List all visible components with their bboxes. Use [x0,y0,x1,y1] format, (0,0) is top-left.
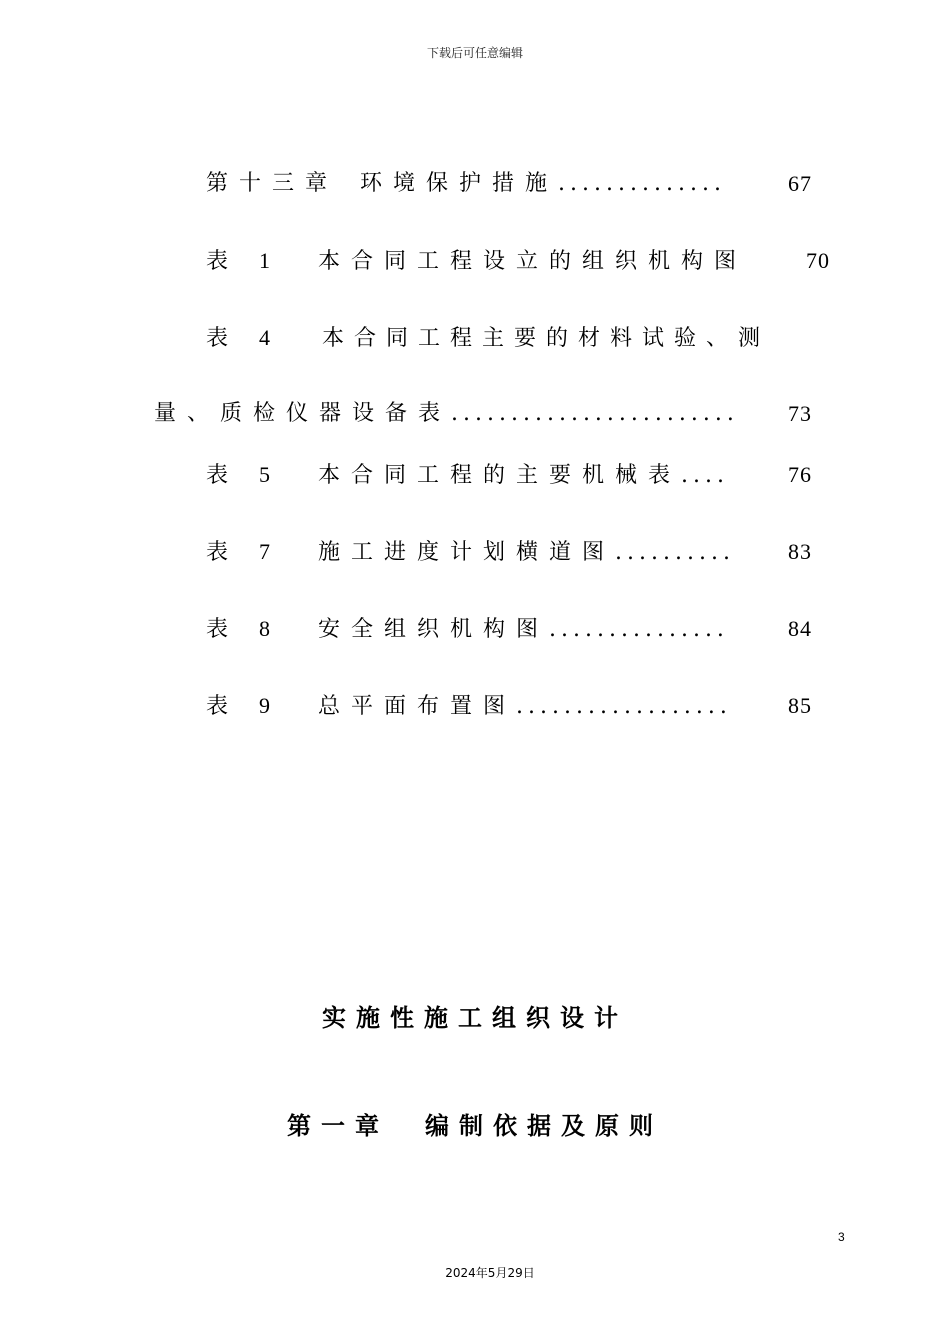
toc-entry-table-4[interactable] [206,324,770,353]
toc-entry-table-7[interactable] [206,538,735,567]
toc-label: 表 [206,694,240,719]
toc-number: 8 [259,616,273,641]
toc-label: 表 [206,463,240,488]
footer-date: 2024年5月29日 [445,1266,535,1280]
toc-leader-dots: .............. [558,171,726,196]
toc-label: 表 [206,249,240,274]
toc-title: 环境保护措施 [360,171,559,196]
toc-leader-dots: .......... [615,540,735,565]
toc-page-number: 67 [788,171,812,196]
toc-label: 第十三章 [206,171,339,196]
page-number: 3 [838,1230,845,1244]
toc-number: 5 [259,462,273,487]
toc-leader-dots: .... [681,463,730,488]
toc-entry-table-4-continuation[interactable] [154,400,739,428]
toc-entry-chapter-13[interactable] [206,170,726,198]
toc-leader-dots: ........................ [451,401,739,426]
toc-title: 安全组织机构图 [318,617,550,642]
toc-title: 本合同工程主要的材料试验、测 [322,326,771,351]
toc-number: 9 [259,693,273,718]
toc-page-number: 85 [788,693,812,718]
chapter-heading [0,1106,950,1141]
toc-page-number: 84 [788,616,812,641]
toc-number: 1 [259,248,273,273]
toc-label: 表 [206,540,240,565]
toc-leader-dots: ............... [549,617,729,642]
toc-label: 表 [206,326,240,351]
toc-title: 本合同工程的主要机械表 [318,463,682,488]
toc-page-number: 76 [788,462,812,487]
toc-page-number: 83 [788,539,812,564]
document-title: 实施性施工组织设计 [322,1004,628,1032]
toc-page-number: 73 [788,401,812,426]
toc-entry-table-5[interactable] [206,461,729,490]
toc-number: 7 [259,539,273,564]
toc-entry-table-9[interactable] [206,692,732,721]
toc-title: 量、质检仪器设备表 [154,401,452,426]
toc-leader-dots: .................. [516,694,732,719]
chapter-title-text: 编制依据及原则 [425,1112,663,1140]
toc-page-number: 70 [806,248,830,273]
toc-title: 施工进度计划横道图 [318,540,616,565]
toc-entry-table-8[interactable] [206,615,729,644]
chapter-label: 第一章 [287,1112,389,1140]
toc-label: 表 [206,617,240,642]
toc-entry-table-1[interactable] [206,247,747,276]
toc-title: 本合同工程设立的组织机构图 [318,249,748,274]
toc-title: 总平面布置图 [318,694,517,719]
toc-number: 4 [259,325,273,350]
page-header: 下载后可任意编辑 [426,46,523,60]
